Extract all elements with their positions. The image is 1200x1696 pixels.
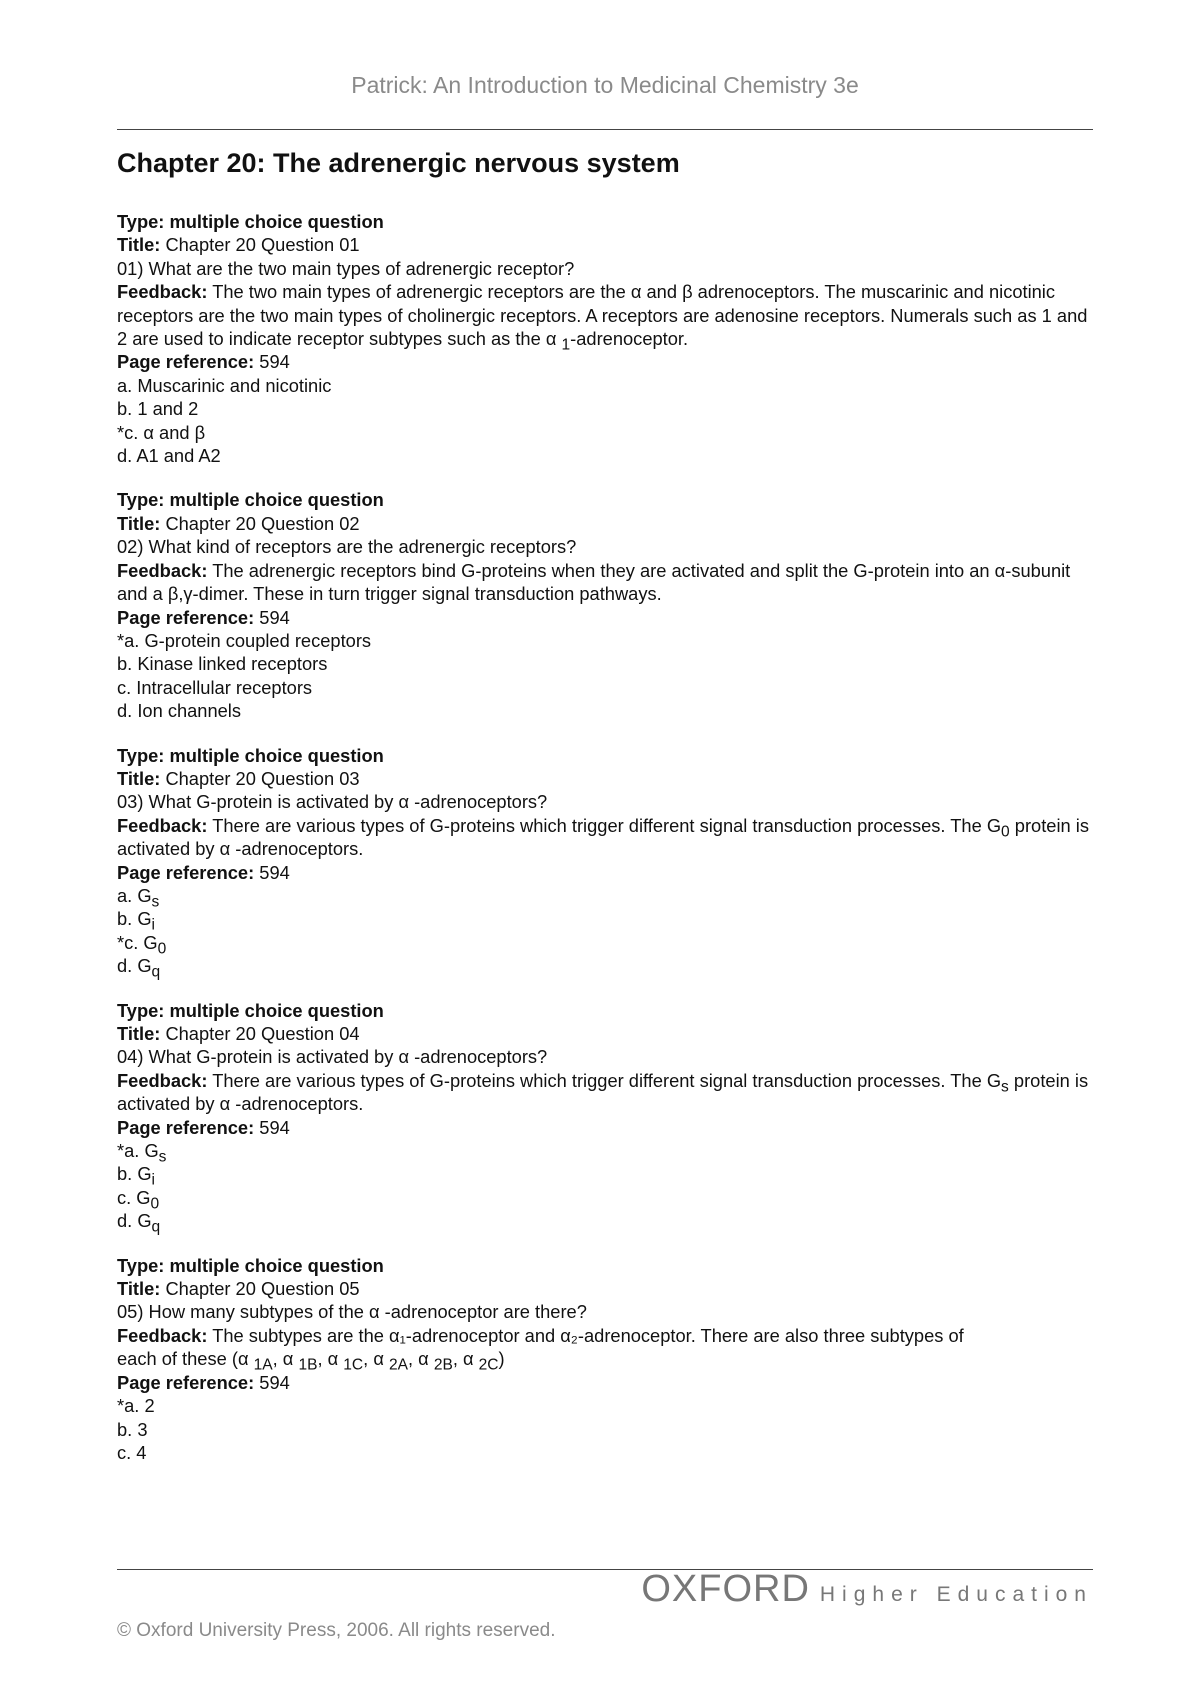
- page-reference: Page reference: 594: [117, 1371, 290, 1393]
- question-title: Title: Chapter 20 Question 05: [117, 1278, 360, 1300]
- question-prompt: 05) How many subtypes of the α -adrenoceptor are there?: [117, 1301, 587, 1323]
- answer-option: b. $G_i$: [117, 908, 156, 935]
- page-reference: Page reference: 594: [117, 1116, 290, 1138]
- answer-option-correct: *c. α and β: [117, 421, 206, 443]
- question-prompt: 04) What G-protein is activated by α -adrenoceptors?: [117, 1046, 548, 1068]
- answer-option: d. $G_q$: [117, 955, 161, 981]
- question-type: Type: multiple choice question: [117, 999, 384, 1021]
- answer-option: b. $G_i$: [117, 1163, 156, 1190]
- answer-option: c. $G_0$: [117, 1186, 160, 1213]
- answer-option: c. 4: [117, 1441, 147, 1463]
- question-feedback: Feedback: There are various types of G-proteins which trigger different signal transduction processes. The $G_s$ protein is activated by α -adrenoceptors.: [117, 1069, 1089, 1115]
- page-reference: Page reference: 594: [117, 861, 290, 883]
- copyright-notice: © Oxford University Press, 2006. All rights reserved.: [117, 1620, 556, 1641]
- question-title: Title: Chapter 20 Question 03: [117, 767, 360, 789]
- question-feedback: Feedback: The subtypes are the α₁-adrenoceptor and α₂-adrenoceptor. There are also three subtypes of: [117, 1324, 964, 1346]
- question-prompt: 03) What G-protein is activated by α -adrenoceptors?: [117, 791, 548, 813]
- question-block: [117, 999, 1093, 1236]
- question-block: [117, 488, 1093, 722]
- question-title: Title: Chapter 20 Question 01: [117, 234, 360, 256]
- answer-option: c. Intracellular receptors: [117, 676, 313, 698]
- question-title: Title: Chapter 20 Question 02: [117, 512, 360, 534]
- answer-option: b. Kinase linked receptors: [117, 653, 328, 675]
- answer-option-correct: *a. G-protein coupled receptors: [117, 629, 372, 651]
- page-reference: Page reference: 594: [117, 606, 290, 628]
- page-reference: Page reference: 594: [117, 351, 290, 373]
- question-type: Type: multiple choice question: [117, 744, 384, 766]
- chapter-title: Chapter 20: The adrenergic nervous system: [117, 148, 680, 178]
- question-feedback: Feedback: The adrenergic receptors bind G-proteins when they are activated and split the G-protein into an α-subunit and a β,γ-dimer. These in turn trigger signal transduction pathways.: [117, 559, 1071, 605]
- answer-option-correct: *c. $G_0$: [117, 931, 167, 958]
- running-header: Patrick: An Introduction to Medicinal Chemistry 3e: [351, 72, 859, 98]
- question-title: Title: Chapter 20 Question 04: [117, 1023, 360, 1044]
- answer-option: a. $G_s$: [117, 884, 160, 911]
- answer-option: d. $G_q$: [117, 1210, 161, 1236]
- answer-option: b. 3: [117, 1418, 148, 1440]
- question-block: [117, 1254, 1093, 1465]
- answer-option: d. Ion channels: [117, 700, 241, 722]
- header-rule: [117, 129, 1093, 130]
- question-type: Type: multiple choice question: [117, 1254, 384, 1276]
- answer-option: a. Muscarinic and nicotinic: [117, 374, 332, 396]
- question-prompt: 01) What are the two main types of adrenergic receptor?: [117, 257, 575, 279]
- answer-option-correct: *a. $G_s$: [117, 1140, 167, 1166]
- question-feedback: Feedback: There are various types of G-proteins which trigger different signal transduction processes. The $G_0$ protein is activated by α -adrenoceptors.: [117, 814, 1089, 860]
- question-type: Type: multiple choice question: [117, 211, 384, 232]
- question-prompt: 02) What kind of receptors are the adrenergic receptors?: [117, 536, 577, 558]
- answer-option: d. A1 and A2: [117, 445, 221, 467]
- question-block: [117, 744, 1093, 981]
- answer-option-correct: *a. 2: [117, 1395, 155, 1417]
- question-block: [117, 210, 1093, 467]
- question-feedback: Feedback: The two main types of adrenergic receptors are the α and β adrenoceptors. The muscarinic and nicotinic receptors are the two main types of cholinergic receptors. A receptors are adenosine receptors. Numerals such as 1 and 2 are used to indicate receptor subtypes such as the α $_1$-adrenoceptor.: [117, 281, 1088, 354]
- question-feedback-continued: each of these (α $_{1A}$, α $_{1B}$, α $_{1C}$, α $_{2A}$, α $_{2B}$, α $_{2C}$): [117, 1348, 505, 1374]
- publisher-logo: OXFORD Higher Education: [641, 1568, 1093, 1610]
- question-type: Type: multiple choice question: [117, 489, 384, 511]
- question-list: [117, 210, 1093, 1485]
- answer-option: b. 1 and 2: [117, 398, 199, 420]
